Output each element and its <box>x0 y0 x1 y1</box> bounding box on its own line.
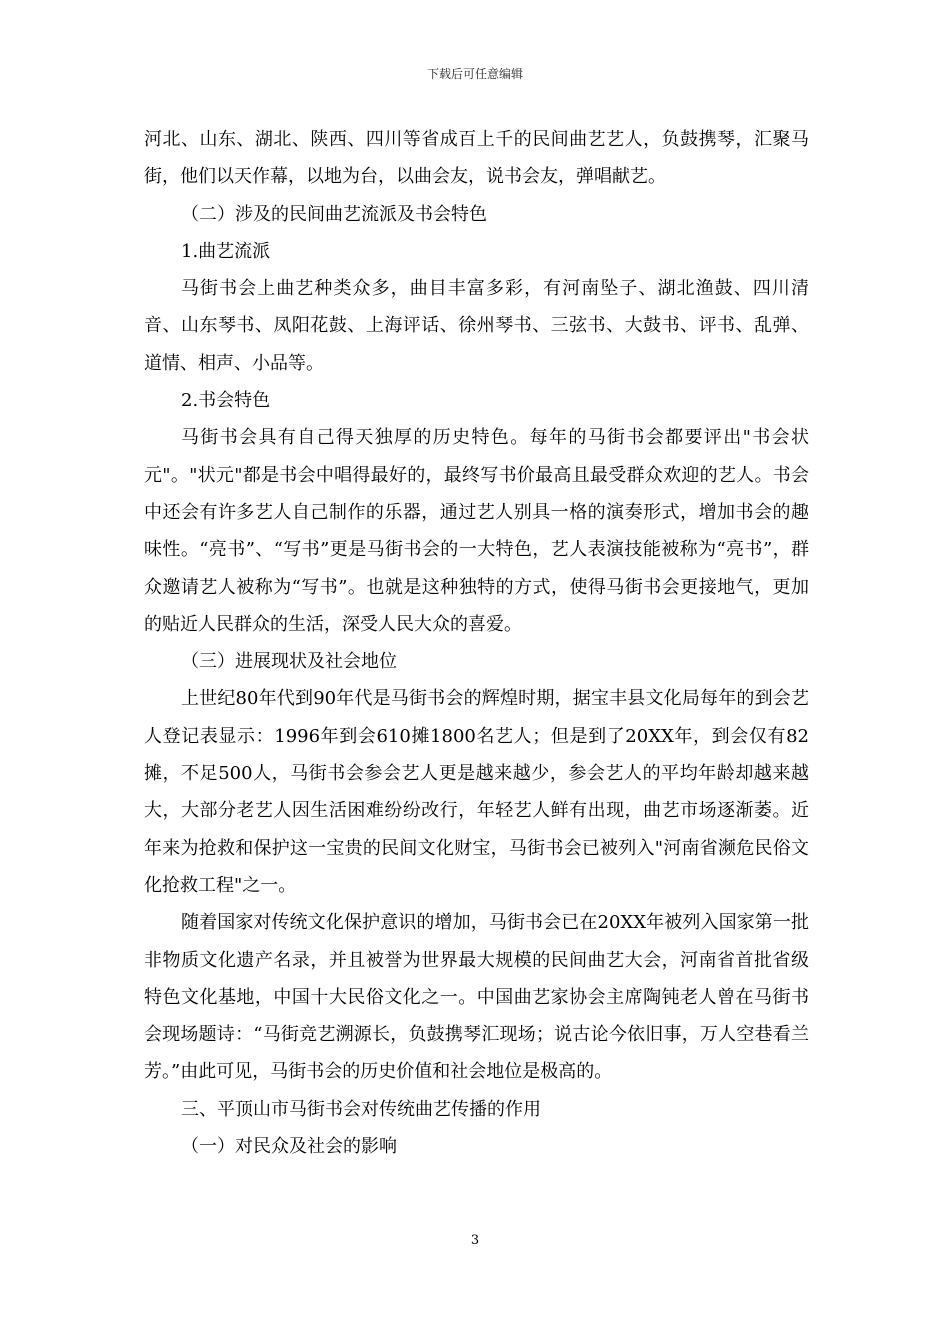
section-heading: （三）进展现状及社会地位 <box>181 651 397 673</box>
paragraph: 马街书会具有自己得天独厚的历史特色。每年的马街书会都要评出"书会状元"。"状元"都是书会中唱得最好的，最终写书价最高且最受群众欢迎的艺人。书会中还会有许多艺人自己制作的乐器，通过艺人别具一格的演奏形式，增加书会的趣味性。“亮书”、“写书”更是马街书会的一大特色，艺人表演技能被称为“亮书”，群众邀请艺人被称为“写书”。也就是这种独特的方式，使得马街书会更接地气，更加的贴近人民群众的生活，深受人民大众的喜爱。 <box>144 427 809 635</box>
section-heading: （二）涉及的民间曲艺流派及书会特色 <box>181 203 487 225</box>
page-header: 下载后可任意编辑 <box>426 67 523 81</box>
chapter-heading: 三、平顶山市马街书会对传统曲艺传播的作用 <box>181 1098 541 1120</box>
paragraph: 河北、山东、湖北、陕西、四川等省成百上千的民间曲艺艺人，负鼓携琴，汇聚马街，他们以天作幕，以地为台，以曲会友，说书会友，弹唱献艺。 <box>144 129 809 188</box>
subsection-heading: 1.曲艺流派 <box>181 240 271 262</box>
paragraph: 随着国家对传统文化保护意识的增加，马街书会已在20XX年被列入国家第一批非物质文化遗产名录，并且被誉为世界最大规模的民间曲艺大会，河南省首批省级特色文化基地，中国十大民俗文化之一。中国曲艺家协会主席陶钝老人曾在马街书会现场题诗：“马街竞艺溯源长，负鼓携琴汇现场；说古论今依旧事，万人空巷看兰芳。”由此可见，马街书会的历史价值和社会地位是极高的。 <box>144 912 809 1083</box>
paragraph: 马街书会上曲艺种类众多，曲目丰富多彩，有河南坠子、湖北渔鼓、四川清音、山东琴书、凤阳花鼓、上海评话、徐州琴书、三弦书、大鼓书、评书、乱弹、道情、相声、小品等。 <box>144 278 809 374</box>
page-number: 3 <box>470 1233 480 1248</box>
section-heading: （一）对民众及社会的影响 <box>181 1136 397 1158</box>
document-body <box>144 121 809 1165</box>
paragraph: 上世纪80年代到90年代是马街书会的辉煌时期，据宝丰县文化局每年的到会艺人登记表显示：1996年到会610摊1800名艺人；但是到了20XX年，到会仅有82摊，不足500人，马街书会参会艺人更是越来越少，参会艺人的平均年龄却越来越大，大部分老艺人因生活困难纷纷改行，年轻艺人鲜有出现，曲艺市场逐渐萎。近年来为抢救和保护这一宝贵的民间文化财宝，马街书会已被列入"河南省濒危民俗文化抢救工程"之一。 <box>144 688 809 896</box>
subsection-heading: 2.书会特色 <box>181 390 271 412</box>
